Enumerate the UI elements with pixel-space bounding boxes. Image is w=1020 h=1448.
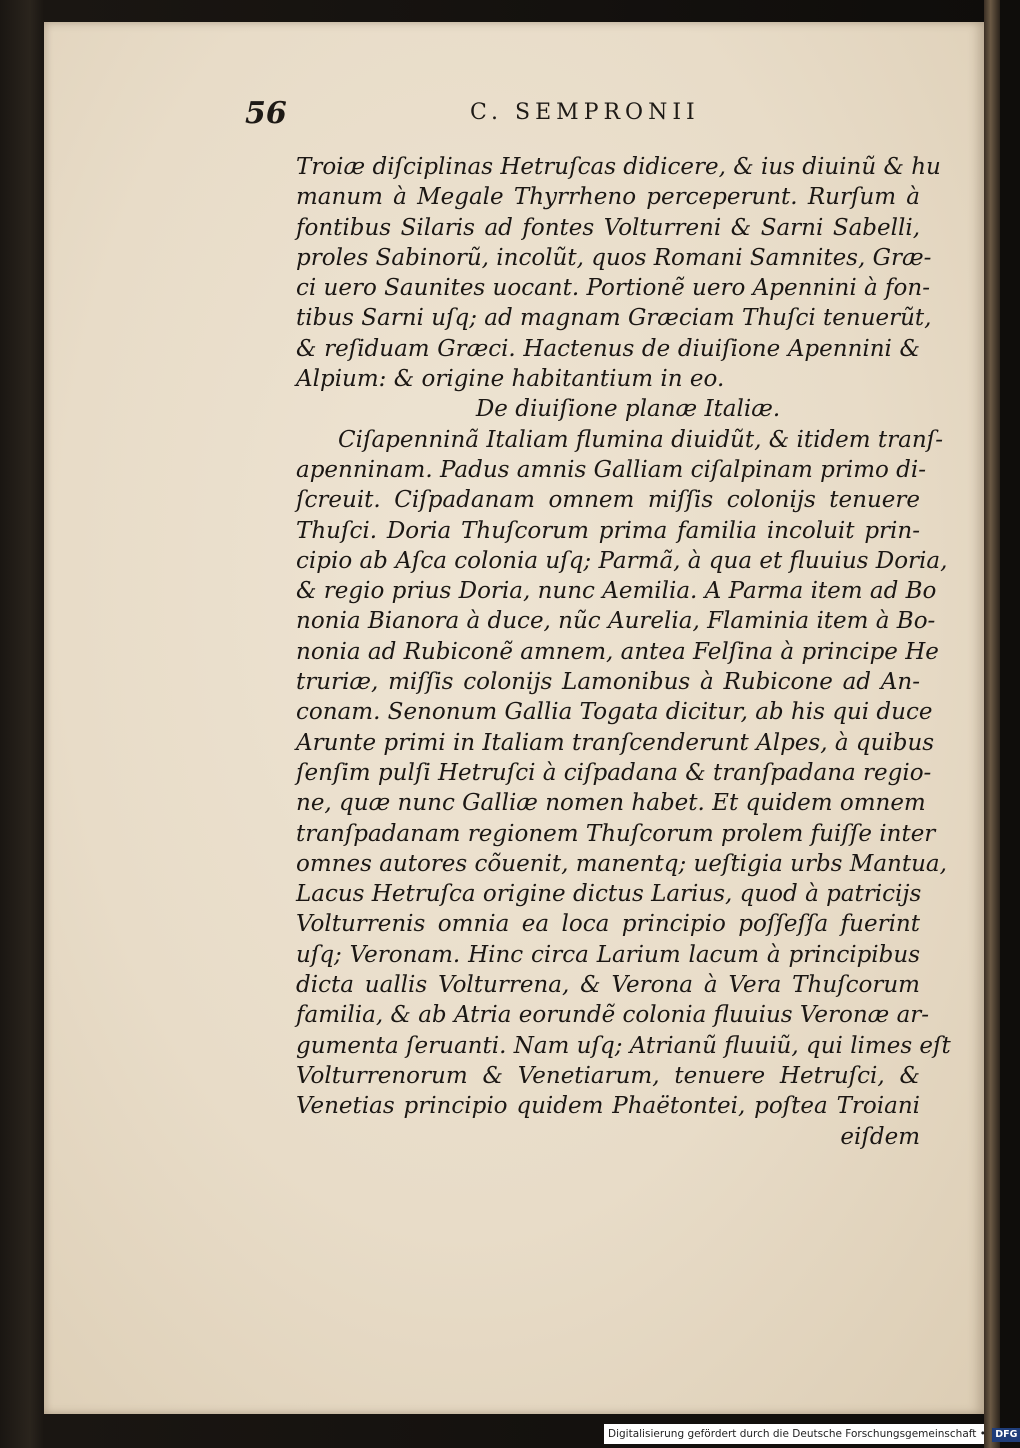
- text-line: Troiæ diſciplinas Hetruſcas didicere, & ius diuinũ & hu: [296, 154, 941, 180]
- running-head: C. SEMPRONII: [470, 100, 700, 125]
- text-line: Alpium: & origine habitantium in eo.: [296, 366, 725, 393]
- text-line: ſcreuit. Ciſpadanam omnem miſſis colonijs tenuere: [296, 487, 920, 514]
- text-line: Volturrenorum & Venetiarum, tenuere Hetruſci, &: [296, 1062, 920, 1089]
- page-number: 56: [245, 96, 287, 131]
- text-line: ne, quæ nunc Galliæ nomen habet. Et quidem omnem: [296, 790, 926, 817]
- catchword: eiſdem: [840, 1123, 920, 1150]
- text-line: & regio prius Doria, nunc Aemilia. A Parma item ad Bo: [296, 578, 937, 605]
- text-line: cipio ab Aſca colonia uſq; Parmã, à qua et fluuius Doria,: [296, 547, 948, 574]
- text-line: tibus Sarni uſq; ad magnam Græciam Thuſci tenuerũt,: [296, 305, 932, 332]
- book-edge: [984, 0, 1000, 1448]
- text-line: Lacus Hetruſca origine dictus Larius, quod à patricijs: [296, 881, 922, 908]
- text-line: Volturrenis omnia ea loca principio poſſeſſa fuerint: [296, 911, 920, 938]
- text-line: omnes autores cõuenit, manentq; ueſtigia urbs Mantua,: [296, 850, 947, 877]
- text-line: apenninam. Padus amnis Galliam ciſalpinam primo di-: [296, 456, 927, 483]
- text-line: Thuſci. Doria Thuſcorum prima familia incoluit prin-: [296, 517, 920, 544]
- footer-text: Digitalisierung gefördert durch die Deutsche Forschungsgemeinschaft •: [608, 1428, 986, 1440]
- text-line: manum à Megale Thyrrheno perceperunt. Rurſum à: [296, 184, 920, 211]
- text-line: familia, & ab Atria eorundẽ colonia fluuius Veronæ ar-: [296, 1002, 930, 1029]
- text-line: proles Sabinorũ, incolũt, quos Romani Samnites, Græ-: [296, 244, 932, 271]
- text-line: ſenſim pulſi Hetruſci à ciſpadana & tranſpadana regio-: [296, 759, 932, 786]
- text-line: & reſiduam Græci. Hactenus de diuiſione Apennini &: [296, 335, 920, 362]
- text-line: Arunte primi in Italiam tranſcenderunt Alpes, à quibus: [296, 729, 935, 756]
- text-line: fontibus Silaris ad fontes Volturreni & Sarni Sabelli,: [296, 214, 920, 241]
- text-line: nonia ad Rubiconẽ amnem, antea Felſina à principe He: [296, 638, 939, 665]
- text-line: Ciſapenninã Italiam flumina diuidũt, & itidem tranſ-: [338, 426, 943, 453]
- digitization-footer: [604, 1424, 1018, 1444]
- text-line: nonia Bianora à duce, nũc Aurelia, Flaminia item à Bo-: [296, 608, 936, 635]
- section-heading: De diuiſione planæ Italiæ.: [475, 396, 781, 423]
- text-line: tranſpadanam regionem Thuſcorum prolem fuiſſe inter: [296, 820, 936, 847]
- text-line: Venetias principio quidem Phaëtontei, poſtea Troiani: [296, 1093, 920, 1120]
- text-line: ci uero Saunites uocant. Portionẽ uero Apennini à fon-: [296, 275, 930, 302]
- text-line: gumenta ſeruanti. Nam uſq; Atrianũ fluuiũ, qui limes eſt: [296, 1032, 951, 1059]
- text-line: dicta uallis Volturrena, & Verona à Vera Thuſcorum: [296, 972, 920, 999]
- body-text: [296, 152, 951, 1152]
- text-line: uſq; Veronam. Hinc circa Larium lacum à principibus: [296, 941, 920, 968]
- text-line: truriæ, miſſis colonijs Lamonibus à Rubicone ad An-: [296, 669, 920, 696]
- page-header: [200, 96, 800, 146]
- dfg-logo: DFG: [992, 1428, 1020, 1442]
- text-line: conam. Senonum Gallia Togata dicitur, ab his qui duce: [296, 699, 933, 726]
